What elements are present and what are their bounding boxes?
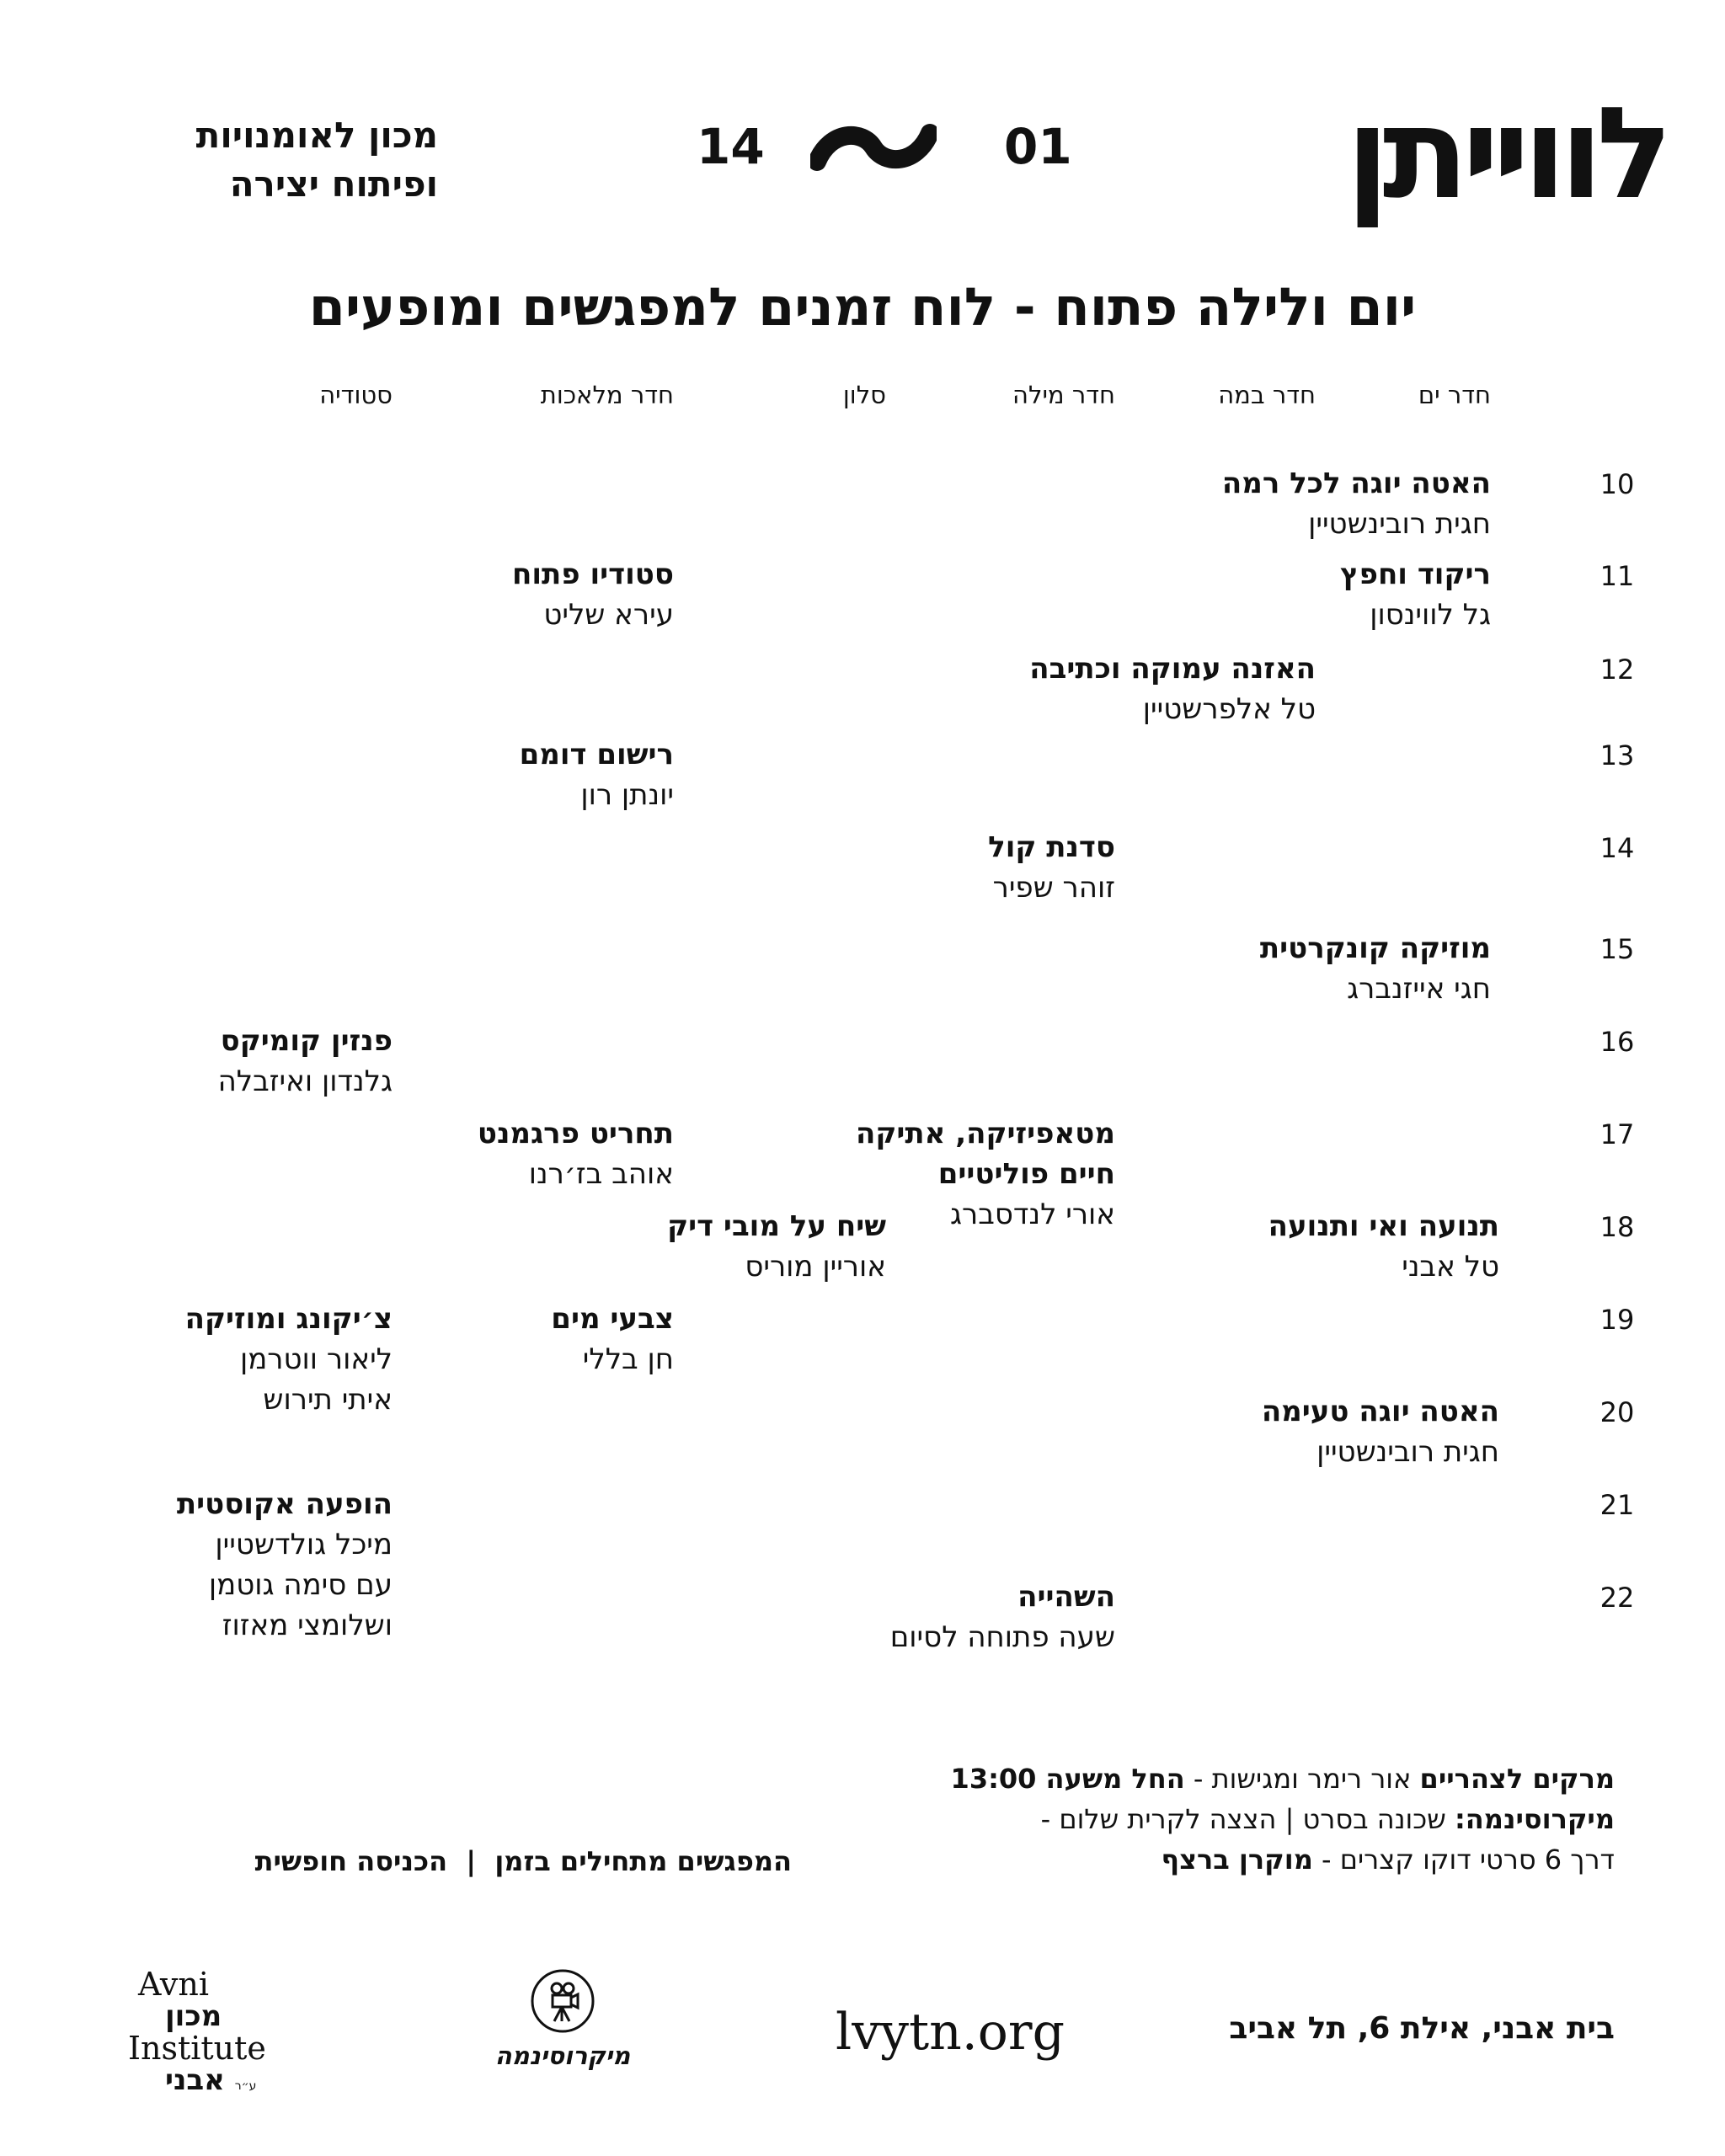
event-title-line-2: חיים פוליטיים	[937, 1157, 1115, 1191]
avni-logo-he-2-text: אבני	[165, 2063, 225, 2097]
entry-notice: המפגשים מתחילים בזמן | הכניסה חופשית	[254, 1845, 792, 1877]
event-person: טל אלפרשטיין	[1142, 692, 1316, 726]
film-camera-icon	[529, 1967, 596, 2035]
issue-number-right: 14	[697, 118, 765, 175]
website-link[interactable]: lvytn.org	[836, 2003, 1065, 2062]
time-slot: 20	[1599, 1396, 1635, 1428]
room-header-sea: חדר ים	[1418, 381, 1491, 409]
event-person: שעה פתוחה לסיום	[889, 1620, 1115, 1654]
avni-logo-en-2: Institute	[128, 2030, 266, 2067]
event-person: טל אבני	[1402, 1250, 1499, 1283]
microcinema-text: שכונה בסרט | הצצה לקרית שלום -	[1040, 1803, 1446, 1835]
event-title: השהייה	[1017, 1580, 1115, 1614]
event-title: צבעי מים	[551, 1302, 674, 1336]
event-person: גלנדון ואיזבלה	[217, 1065, 393, 1098]
event-moby-dick-talk	[381, 1206, 886, 1287]
time-slot: 16	[1599, 1026, 1635, 1058]
microcinema-line	[857, 1799, 1615, 1839]
event-dance-object	[985, 554, 1491, 635]
microcinema-label: מיקרוסינמה:	[1455, 1803, 1615, 1835]
event-person: זוהר שפיר	[992, 871, 1115, 905]
event-person: אורי לנדסברג	[949, 1198, 1115, 1231]
event-person: חגית רובינשטיין	[1308, 507, 1491, 541]
time-slot: 18	[1599, 1211, 1635, 1243]
time-slot: 17	[1599, 1118, 1635, 1150]
time-slot: 14	[1599, 832, 1635, 864]
time-slot: 10	[1599, 468, 1635, 500]
time-slot: 11	[1599, 560, 1635, 592]
time-slot: 15	[1599, 933, 1635, 965]
event-movement	[994, 1206, 1499, 1287]
wave-icon	[810, 118, 937, 177]
event-person: עירא שליט	[543, 598, 674, 632]
event-person: חגית רובינשטיין	[1316, 1435, 1499, 1469]
event-title: רישום דומם	[519, 738, 674, 771]
microcinema-logo	[462, 1967, 664, 2070]
lunch-time: החל משעה 13:00	[950, 1763, 1185, 1795]
event-deep-listening	[810, 648, 1316, 729]
event-still-life-drawing	[168, 734, 674, 815]
event-title: פנזין קומיקס	[220, 1024, 393, 1058]
microcinema-line2-text: דרך 6 סרטי דוקו קצרים -	[1322, 1844, 1615, 1876]
event-title: צ׳יקונג ומוזיקה	[184, 1302, 393, 1336]
event-person: אוריין מוריס	[745, 1250, 886, 1283]
avni-logo-he-1: מכון	[165, 1999, 222, 2033]
brand-logo: לווייתן	[1346, 81, 1667, 227]
room-header-stage: חדר במה	[1218, 381, 1316, 409]
event-person: חגי אייזנברג	[1347, 972, 1491, 1006]
page-title: יום ולילה פתוח - לוח זמנים למפגשים ומופעים	[308, 276, 1417, 338]
lunch-line	[857, 1758, 1615, 1799]
event-etching-fragment	[168, 1113, 674, 1194]
institute-name	[118, 111, 438, 209]
microcinema-line-2	[857, 1839, 1615, 1880]
event-title: תנועה ואי ותנועה	[1268, 1209, 1499, 1243]
event-open-studio	[168, 554, 674, 635]
event-person: איתי תירוש	[263, 1383, 393, 1417]
time-slot: 19	[1599, 1304, 1635, 1336]
event-qigong-music	[0, 1299, 393, 1420]
event-title: תחריט פרגמנט	[477, 1117, 674, 1150]
lunch-label: מרקים לצהריים	[1419, 1763, 1615, 1795]
event-person: מיכל גולדשטיין	[215, 1528, 393, 1561]
event-yoga-taste	[994, 1391, 1499, 1472]
event-person: גל לווינסון	[1370, 598, 1491, 632]
room-header-word: חדר מילה	[1012, 381, 1115, 409]
time-slot: 22	[1599, 1582, 1635, 1614]
event-title: הופעה אקוסטית	[176, 1487, 393, 1521]
issue-number-left: 01	[1004, 118, 1072, 175]
microcinema-loop: מוקרן ברצף	[1161, 1844, 1313, 1876]
event-title: האטה יוגה טעימה	[1261, 1395, 1499, 1428]
event-voice-workshop	[610, 827, 1115, 908]
event-title: האטה יוגה לכל רמה	[1221, 467, 1491, 500]
event-closing-hour	[610, 1577, 1115, 1657]
event-person: ושלומצי מאזוז	[222, 1609, 393, 1642]
event-acoustic-show	[0, 1484, 393, 1646]
event-person: חן בללי	[582, 1342, 674, 1376]
lunch-text: אור רימר ומגישות -	[1193, 1763, 1412, 1795]
avni-logo-en-1: Avni	[138, 1966, 209, 2003]
event-title: שיח על מובי דיק	[667, 1209, 886, 1243]
room-header-studio: סטודיה	[319, 381, 393, 409]
microcinema-logo-label: מיקרוסינמה	[494, 2041, 631, 2070]
event-title: האזנה עמוקה וכתיבה	[1029, 652, 1316, 686]
event-person: יונתן רון	[580, 778, 674, 812]
event-yoga-all-levels	[985, 463, 1491, 544]
avni-logo-suffix: ע״ר	[234, 2079, 257, 2093]
event-title: מטאפיזיקה, אתיקה	[856, 1117, 1115, 1150]
institute-line-2: ופיתוח יצירה	[229, 163, 438, 205]
room-header-salon: סלון	[842, 381, 886, 409]
event-person: עם סימה גוטמן	[208, 1568, 393, 1602]
event-title: מוזיקה קונקרטית	[1259, 931, 1491, 965]
event-person: ליאור ווטרמן	[239, 1342, 393, 1376]
event-title: סדנת קול	[988, 830, 1115, 864]
time-slot: 21	[1599, 1489, 1635, 1521]
institute-line-1: מכון לאומנויות	[195, 115, 438, 156]
event-title: סטודיו פתוח	[512, 558, 674, 591]
event-person: אוהב בז׳רנו	[528, 1157, 674, 1191]
avni-logo-he-2	[128, 2065, 266, 2101]
event-concrete-music	[985, 928, 1491, 1009]
event-title: ריקוד וחפץ	[1340, 558, 1491, 591]
address: בית אבני, אילת 6, תל אביב	[1229, 2011, 1615, 2046]
time-slot: 12	[1599, 654, 1635, 686]
time-slot: 13	[1599, 739, 1635, 771]
event-comics-zine	[0, 1021, 393, 1102]
room-header-crafts: חדר מלאכות	[540, 381, 674, 409]
avni-institute-logo	[128, 1967, 266, 2101]
footer-notes	[857, 1758, 1615, 1880]
